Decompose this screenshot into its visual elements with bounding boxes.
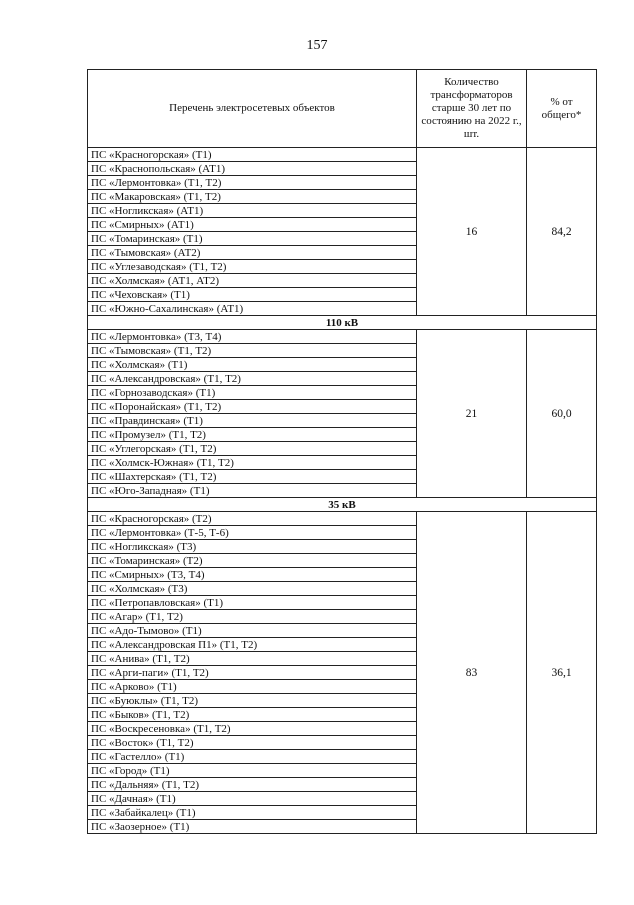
table-row	[88, 330, 597, 344]
substation-name: ПС «Красногорская» (Т1)	[88, 148, 417, 162]
substation-name: ПС «Арги-паги» (Т1, Т2)	[88, 666, 417, 680]
substation-name: ПС «Холмская» (Т3)	[88, 582, 417, 596]
substation-name: ПС «Быков» (Т1, Т2)	[88, 708, 417, 722]
substation-name: ПС «Агар» (Т1, Т2)	[88, 610, 417, 624]
substation-name: ПС «Забайкалец» (Т1)	[88, 806, 417, 820]
substation-name: ПС «Адо-Тымово» (Т1)	[88, 624, 417, 638]
substation-name: ПС «Правдинская» (Т1)	[88, 414, 417, 428]
substation-name: ПС «Дальняя» (Т1, Т2)	[88, 778, 417, 792]
table-body	[88, 148, 597, 834]
substation-name: ПС «Заозерное» (Т1)	[88, 820, 417, 834]
transformer-count: 83	[417, 512, 527, 834]
substation-name: ПС «Ногликская» (АТ1)	[88, 204, 417, 218]
table-row	[88, 148, 597, 162]
substation-name: ПС «Юго-Западная» (Т1)	[88, 484, 417, 498]
substation-name: ПС «Томаринская» (Т2)	[88, 554, 417, 568]
header-objects: Перечень электросетевых объектов	[88, 70, 417, 148]
percent-of-total: 84,2	[527, 148, 597, 316]
substation-name: ПС «Восток» (Т1, Т2)	[88, 736, 417, 750]
table-row	[88, 512, 597, 526]
substation-name: ПС «Холмская» (Т1)	[88, 358, 417, 372]
substation-name: ПС «Александровская П1» (Т1, Т2)	[88, 638, 417, 652]
page-number: 157	[306, 38, 328, 53]
substation-name: ПС «Лермонтовка» (Т1, Т2)	[88, 176, 417, 190]
substation-name: ПС «Ногликская» (Т3)	[88, 540, 417, 554]
substation-name: ПС «Чеховская» (Т1)	[88, 288, 417, 302]
substation-name: ПС «Смирных» (АТ1)	[88, 218, 417, 232]
header-count: Количество трансформаторов старше 30 лет по состоянию на 2022 г., шт.	[417, 70, 527, 148]
substation-name: ПС «Александровская» (Т1, Т2)	[88, 372, 417, 386]
percent-of-total: 60,0	[527, 330, 597, 498]
section-title: 110 кВ	[88, 316, 597, 330]
substation-name: ПС «Город» (Т1)	[88, 764, 417, 778]
substation-name: ПС «Арково» (Т1)	[88, 680, 417, 694]
substation-name: ПС «Южно-Сахалинская» (АТ1)	[88, 302, 417, 316]
substation-name: ПС «Дачная» (Т1)	[88, 792, 417, 806]
substation-name: ПС «Краснопольская» (АТ1)	[88, 162, 417, 176]
table-header-row	[88, 70, 597, 148]
percent-of-total: 36,1	[527, 512, 597, 834]
section-row	[88, 316, 597, 330]
substation-name: ПС «Анива» (Т1, Т2)	[88, 652, 417, 666]
substation-name: ПС «Холмск-Южная» (Т1, Т2)	[88, 456, 417, 470]
substation-name: ПС «Петропавловская» (Т1)	[88, 596, 417, 610]
substation-name: ПС «Томаринская» (Т1)	[88, 232, 417, 246]
substation-name: ПС «Тымовская» (АТ2)	[88, 246, 417, 260]
transformer-count: 21	[417, 330, 527, 498]
substation-name: ПС «Промузел» (Т1, Т2)	[88, 428, 417, 442]
substation-name: ПС «Буюклы» (Т1, Т2)	[88, 694, 417, 708]
substation-name: ПС «Углегорская» (Т1, Т2)	[88, 442, 417, 456]
section-row	[88, 498, 597, 512]
substation-name: ПС «Холмская» (АТ1, АТ2)	[88, 274, 417, 288]
transformer-count: 16	[417, 148, 527, 316]
substation-name: ПС «Гастелло» (Т1)	[88, 750, 417, 764]
substation-name: ПС «Углезаводская» (Т1, Т2)	[88, 260, 417, 274]
substation-name: ПС «Красногорская» (Т2)	[88, 512, 417, 526]
substation-name: ПС «Смирных» (Т3, Т4)	[88, 568, 417, 582]
substation-name: ПС «Лермонтовка» (Т-5, Т-6)	[88, 526, 417, 540]
substation-name: ПС «Воскресеновка» (Т1, Т2)	[88, 722, 417, 736]
substation-name: ПС «Горнозаводская» (Т1)	[88, 386, 417, 400]
section-title: 35 кВ	[88, 498, 597, 512]
substation-name: ПС «Лермонтовка» (Т3, Т4)	[88, 330, 417, 344]
substation-name: ПС «Шахтерская» (Т1, Т2)	[88, 470, 417, 484]
substation-name: ПС «Поронайская» (Т1, Т2)	[88, 400, 417, 414]
substation-name: ПС «Макаровская» (Т1, Т2)	[88, 190, 417, 204]
transformer-table	[87, 69, 597, 834]
substation-name: ПС «Тымовская» (Т1, Т2)	[88, 344, 417, 358]
header-percent: % от общего*	[527, 70, 597, 148]
